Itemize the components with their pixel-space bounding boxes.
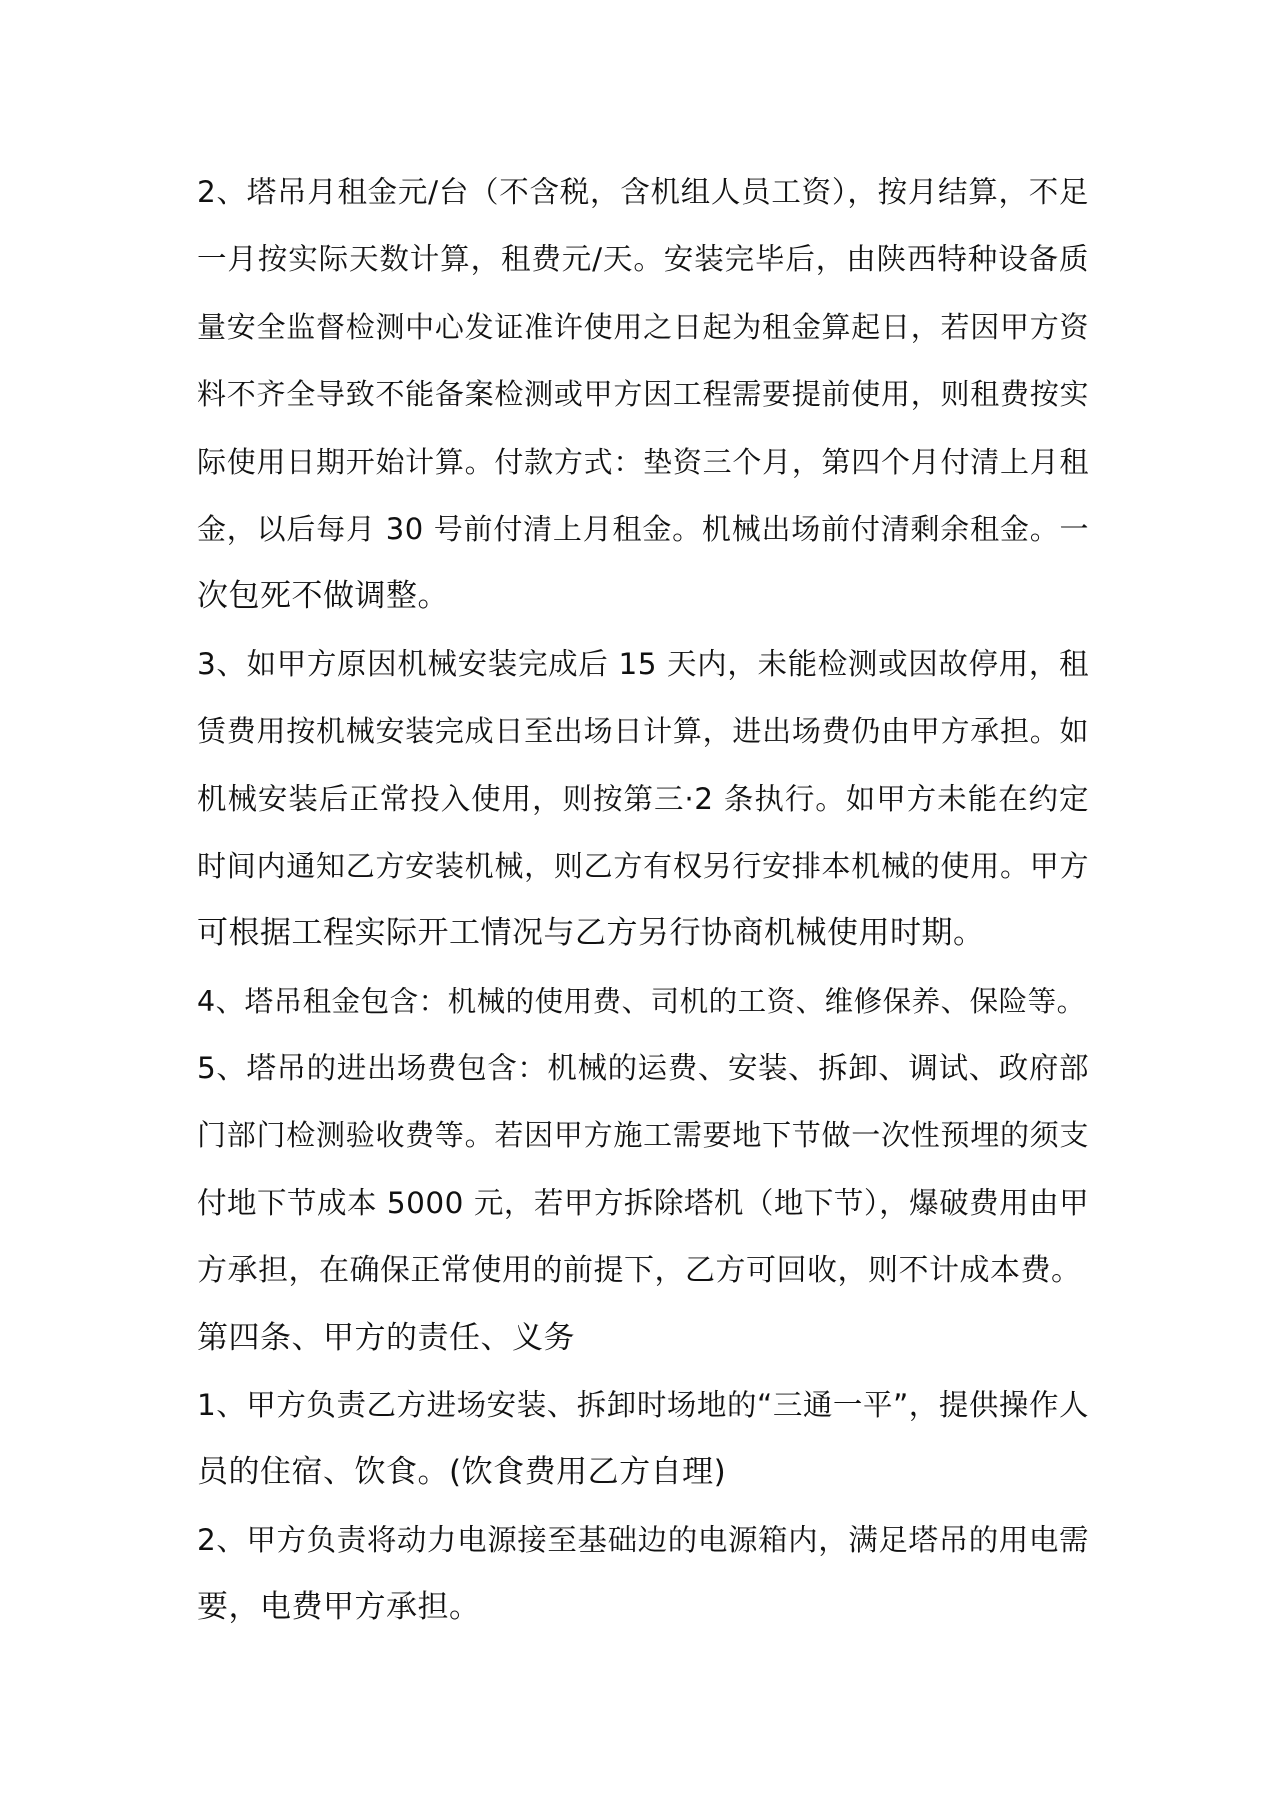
text-line: 要，电费甲方承担。 (197, 1589, 481, 1626)
text-line: 机械安装后正常投入使用，则按第三·2 条执行。如甲方未能在约定 (197, 781, 1089, 816)
text-line: 量安全监督检测中心发证准许使用之日起为租金算起日，若因甲方资 (197, 309, 1089, 344)
text-line: 门部门检测验收费等。若因甲方施工需要地下节做一次性预埋的须支 (197, 1118, 1089, 1153)
text-line: 1、甲方负责乙方进场安装、拆卸时场地的“三通一平”，提供操作人 (197, 1388, 1089, 1423)
text-line: 付地下节成本 5000 元，若甲方拆除塔机（地下节），爆破费用由甲 (197, 1185, 1090, 1220)
text-line: 2、塔吊月租金元/台（不含税，含机组人员工资），按月结算，不足 (197, 175, 1089, 209)
text-line: 际使用日期开始计算。付款方式：垫资三个月，第四个月付清上月租 (197, 444, 1089, 479)
text-line: 5、塔吊的进出场费包含：机械的运费、安装、拆卸、调试、政府部 (197, 1051, 1089, 1086)
text-line: 3、如甲方原因机械安装完成后 15 天内，未能检测或因故停用，租 (197, 646, 1089, 681)
contract-text (197, 159, 1089, 1642)
text-line: 2、甲方负责将动力电源接至基础边的电源箱内，满足塔吊的用电需 (197, 1522, 1089, 1557)
text-line: 时间内通知乙方安装机械，则乙方有权另行安排本机械的使用。甲方 (197, 848, 1089, 883)
text-line: 第四条、甲方的责任、义务 (197, 1319, 575, 1356)
text-line: 赁费用按机械安装完成日至出场日计算，进出场费仍由甲方承担。如 (197, 714, 1089, 749)
text-line: 4、塔吊租金包含：机械的使用费、司机的工资、维修保养、保险等。 (197, 984, 1086, 1018)
text-line: 员的住宿、饮食。(饮食费用乙方自理) (197, 1454, 727, 1491)
text-line: 金，以后每月 30 号前付清上月租金。机械出场前付清剩余租金。一 (197, 511, 1089, 546)
text-line: 次包死不做调整。 (197, 578, 449, 615)
text-line: 一月按实际天数计算，租费元/天。安装完毕后，由陕西特种设备质 (197, 242, 1089, 277)
text-line: 料不齐全导致不能备案检测或甲方因工程需要提前使用，则租费按实 (197, 377, 1089, 412)
text-line: 方承担，在确保正常使用的前提下，乙方可回收，则不计成本费。 (197, 1253, 1082, 1289)
text-line: 可根据工程实际开工情况与乙方另行协商机械使用时期。 (197, 915, 985, 952)
